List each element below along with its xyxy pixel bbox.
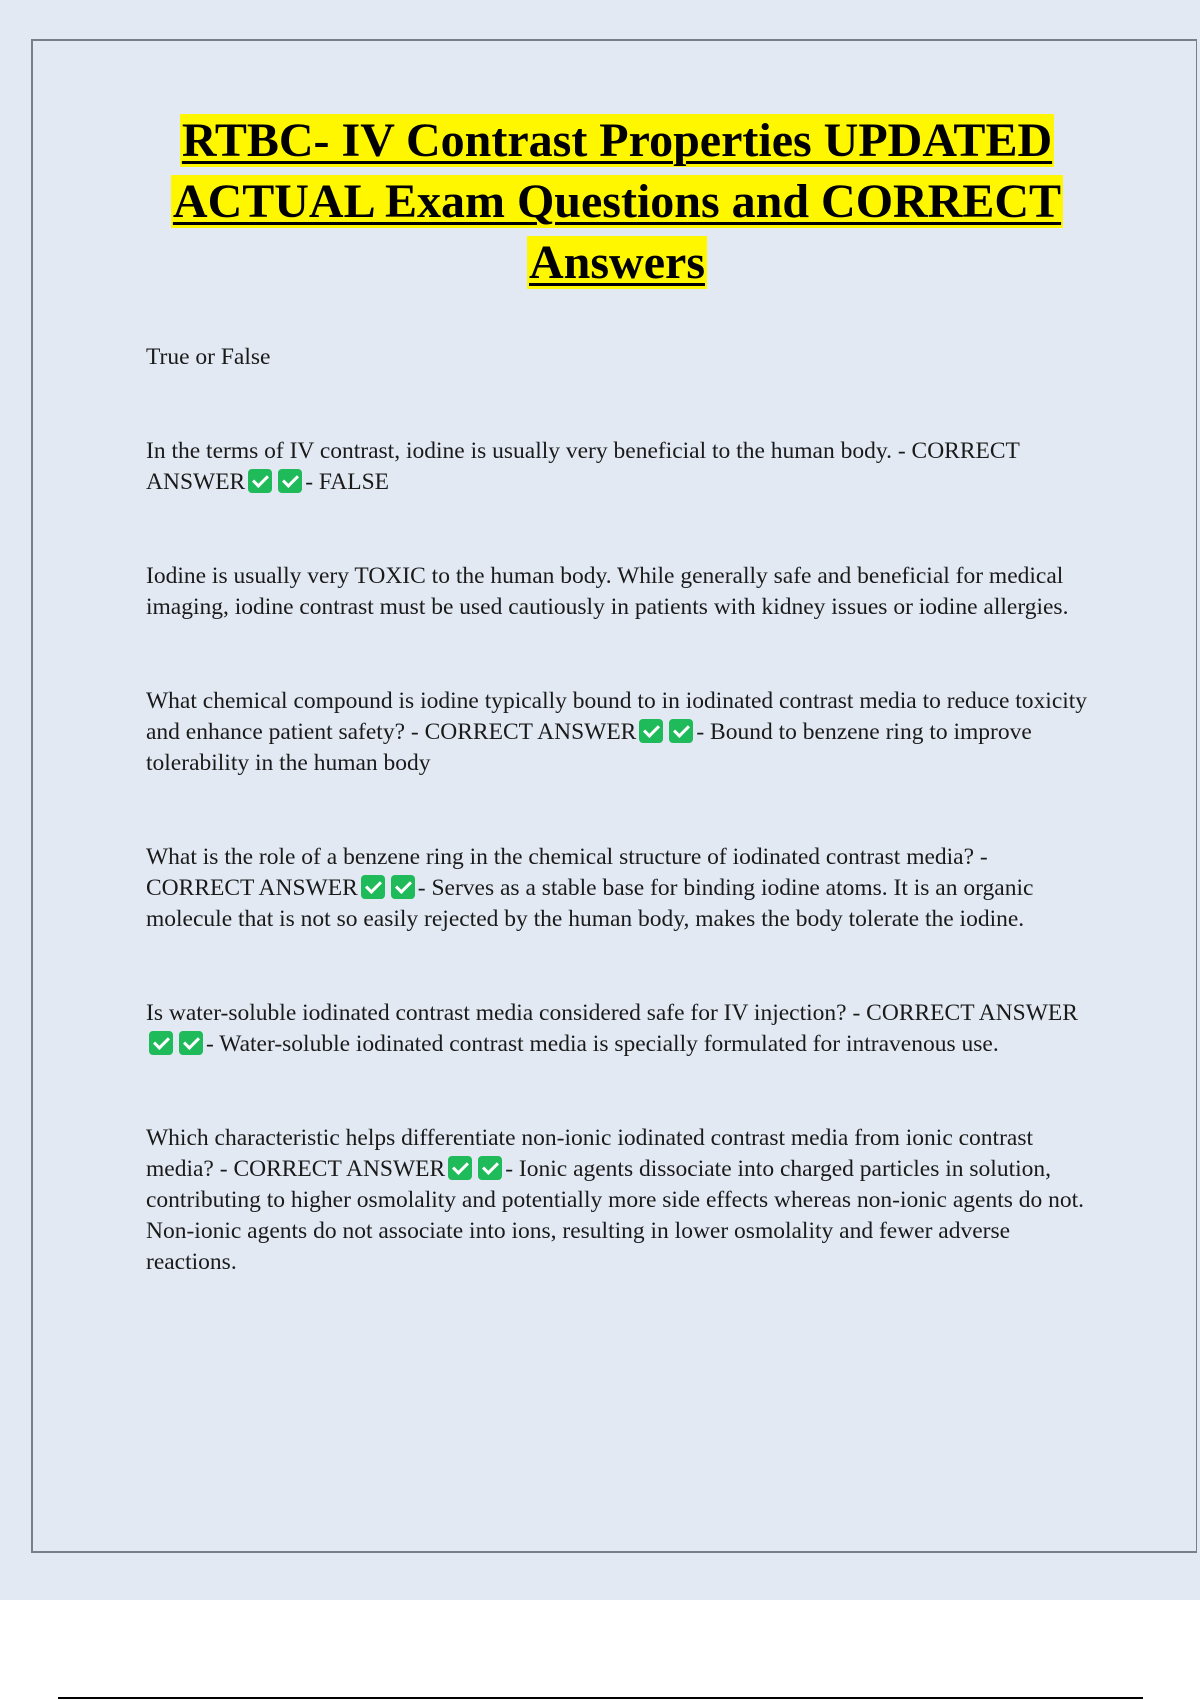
check-mark-icon (669, 719, 693, 743)
question-text: What is the role of a benzene ring in the chemical structure of iodinated contrast media? - (146, 844, 988, 870)
check-mark-icon (361, 875, 385, 899)
check-mark-icon (391, 875, 415, 899)
answer-text: - Ionic agents dissociate into charged particles in solution, contributing to higher osmolality and potentially more side effects whereas non-ionic agents do not. Non-ionic agents do not associate into ions, resulting in lower osmolality and fewer adverse reactions. (146, 1156, 1085, 1275)
title-block (100, 110, 1134, 293)
question-text: What chemical compound is iodine typically bound to in iodinated contrast media to reduce toxicity and enhance patient safety? - (146, 688, 1088, 745)
check-mark-icon (278, 469, 302, 493)
question-text: Is water-soluble iodinated contrast media considered safe for IV injection? - (146, 1000, 867, 1026)
answer-text: - Water-soluble iodinated contrast media is specially formulated for intravenous use. (206, 1031, 999, 1057)
qa-item-2 (146, 686, 1094, 779)
document-title-text: RTBC- IV Contrast Properties UPDATED ACTUAL Exam Questions and CORRECT Answers (172, 114, 1062, 289)
qa-item-4 (146, 998, 1094, 1060)
qa-item-5 (146, 1123, 1094, 1278)
check-mark-icon (248, 469, 272, 493)
check-mark-icon (179, 1031, 203, 1055)
check-mark-icon (639, 719, 663, 743)
intro-text: True or False (146, 344, 271, 370)
document-body (146, 342, 1094, 1341)
question-text: In the terms of IV contrast, iodine is usually very beneficial to the human body. - (146, 438, 912, 464)
check-mark-icon (149, 1031, 173, 1055)
answer-label: CORRECT ANSWER (146, 875, 358, 901)
answer-label: CORRECT ANSWER (424, 719, 637, 745)
check-mark-icon (448, 1156, 472, 1180)
document-title (100, 110, 1134, 293)
answer-text: - FALSE (305, 469, 390, 495)
answer-label: CORRECT ANSWER (233, 1156, 446, 1182)
answer-label: CORRECT ANSWER (866, 1000, 1078, 1026)
explanation-text: Iodine is usually very TOXIC to the human body. While generally safe and beneficial for medical imaging, iodine contrast must be used cautiously in patients with kidney issues or iodine allergies. (146, 563, 1069, 620)
question-text: Which characteristic helps differentiate non-ionic iodinated contrast media from ionic contrast media? - (146, 1125, 1034, 1182)
qa-item-3 (146, 842, 1094, 935)
answer-label: CORRECT ANSWER (146, 438, 1020, 495)
answer-text: - Serves as a stable base for binding iodine atoms. It is an organic molecule that is not so easily rejected by the human body, makes the body tolerate the iodine. (146, 875, 1034, 932)
check-mark-icon (478, 1156, 502, 1180)
answer-text: - Bound to benzene ring to improve tolerability in the human body (146, 719, 1032, 776)
qa-item-1 (146, 436, 1094, 498)
footer-divider (58, 1697, 1143, 1699)
